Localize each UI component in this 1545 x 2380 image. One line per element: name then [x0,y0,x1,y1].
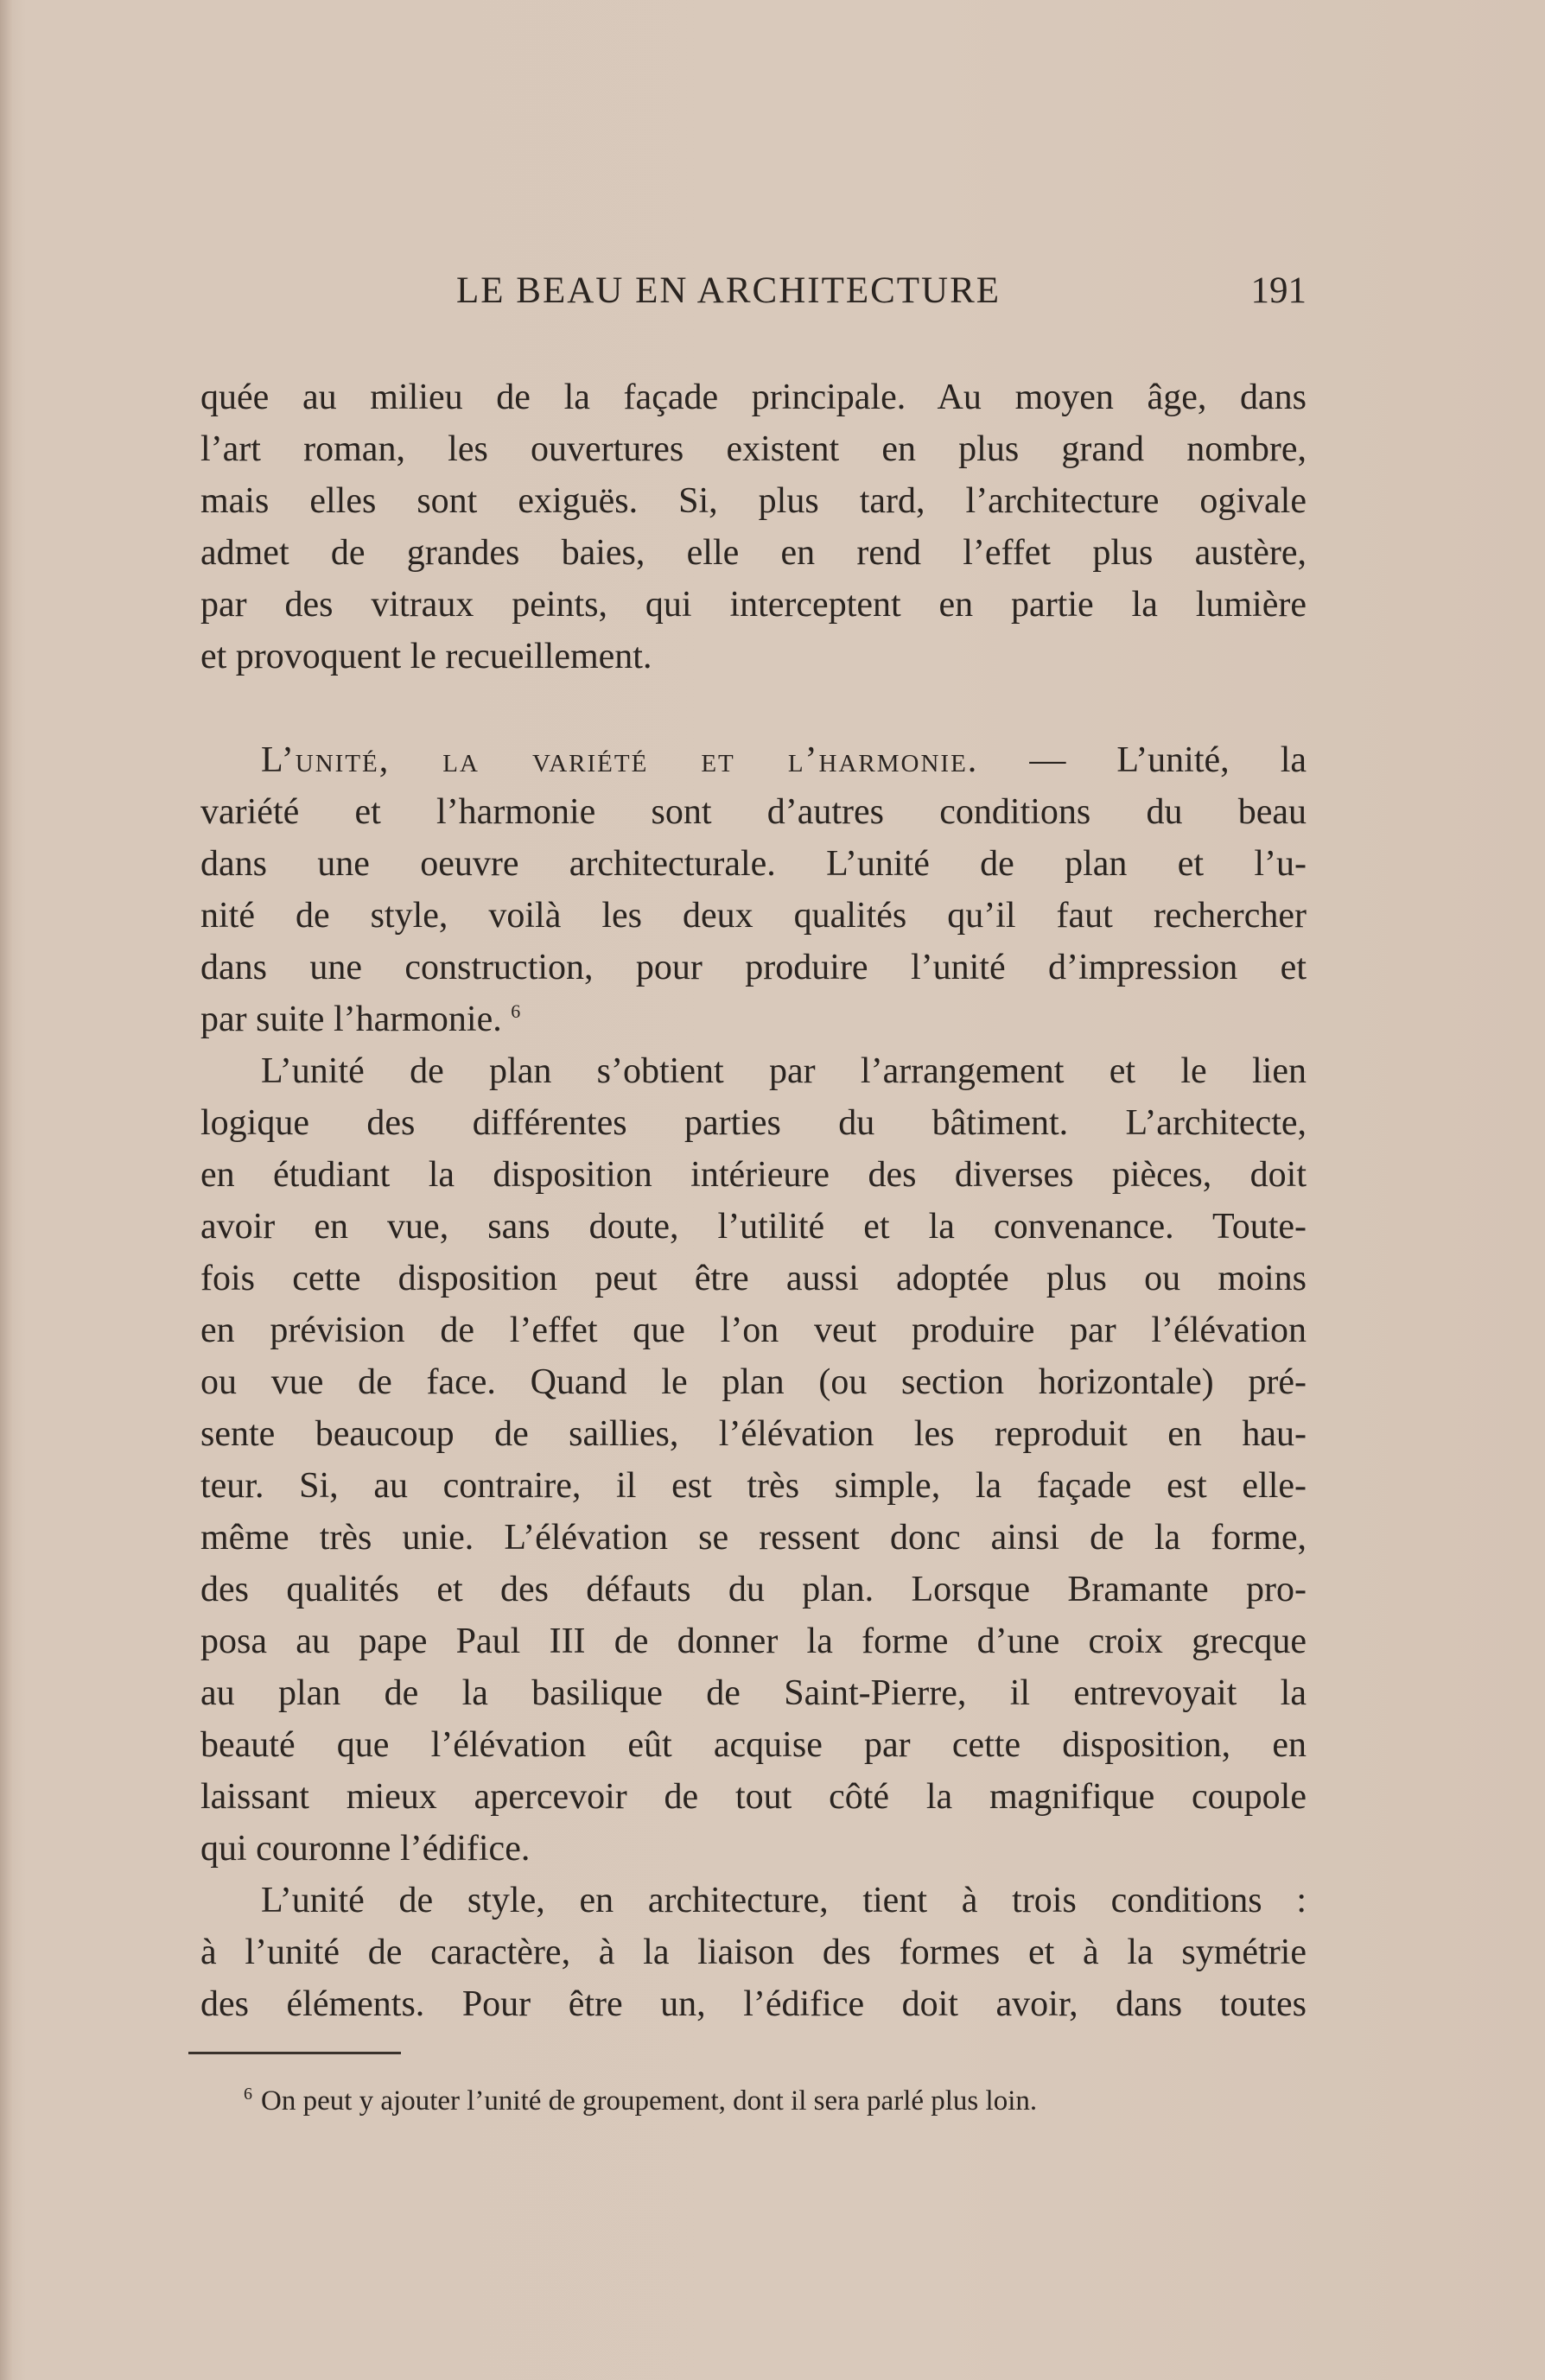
text-line: qui couronne l’édifice. [200,1829,531,1869]
text-line: l’art roman, les ouvertures existent en plus grand nombre, [200,429,1307,469]
footnote-divider [188,2052,401,2054]
text-line: variété et l’harmonie sont d’autres conditions du beau [200,792,1307,832]
text-line: beauté que l’élévation eût acquise par cette disposition, en [200,1725,1307,1765]
text-line: nité de style, voilà les deux qualités qu’il faut rechercher [200,896,1307,936]
text-line: logique des différentes parties du bâtiment. L’architecte, [200,1103,1307,1143]
text-line: dans une construction, pour produire l’unité d’impression et [200,948,1307,987]
footnote [244,2082,1307,2120]
running-head [200,270,1307,321]
section-heading: L’unité, la variété et l’harmonie. [261,740,979,780]
text-line: et provoquent le recueillement. [200,637,652,676]
text-line: fois cette disposition peut être aussi adoptée plus ou moins [200,1259,1307,1298]
text-line: par des vitraux peints, qui interceptent en partie la lumière [200,585,1307,625]
section-heading-line [200,734,1307,786]
running-title: LE BEAU EN ARCHITECTURE [456,270,1001,311]
text-line: L’unité de plan s’obtient par l’arrangement et le lien [261,1051,1307,1091]
text-line: en étudiant la disposition intérieure des diverses pièces, doit [200,1155,1307,1195]
text-span: par suite l’harmonie. [200,1000,502,1039]
binding-edge [0,0,12,2380]
text-line: sente beaucoup de saillies, l’élévation les reproduit en hau- [200,1414,1307,1454]
body-text [200,371,1307,2030]
text-line: admet de grandes baies, elle en rend l’effet plus austère, [200,533,1307,573]
text-line: teur. Si, au contraire, il est très simple, la façade est elle- [200,1466,1307,1506]
text-line: même très unie. L’élévation se ressent donc ainsi de la forme, [200,1518,1307,1558]
text-line: à l’unité de caractère, à la liaison des formes et à la symétrie [200,1933,1307,1972]
text-line: laissant mieux apercevoir de tout côté la magnifique coupole [200,1777,1307,1817]
text-line: ou vue de face. Quand le plan (ou section horizontale) pré- [200,1362,1307,1402]
page-number: 191 [1250,270,1307,311]
text-line: avoir en vue, sans doute, l’utilité et la convenance. Toute- [200,1207,1307,1247]
text-line: quée au milieu de la façade principale. Au moyen âge, dans [200,378,1307,417]
text-line [200,993,1307,1045]
text-line: au plan de la basilique de Saint-Pierre, il entrevoyait la [200,1673,1307,1713]
text-line: dans une oeuvre architecturale. L’unité de plan et l’u- [200,844,1307,884]
paragraph-gap [200,682,1307,734]
text-line: en prévision de l’effet que l’on veut produire par l’élévation [200,1311,1307,1350]
text-line: des qualités et des défauts du plan. Lorsque Bramante pro- [200,1570,1307,1609]
footnote-reference[interactable]: 6 [511,1000,521,1022]
text-line: des éléments. Pour être un, l’édifice doit avoir, dans toutes [200,1984,1307,2024]
text-line: mais elles sont exiguës. Si, plus tard, l’architecture ogivale [200,481,1307,521]
text-span: — L’unité, la [1029,740,1307,780]
footnote-mark: 6 [244,2085,252,2104]
text-line: posa au pape Paul III de donner la forme d’une croix grecque [200,1622,1307,1661]
text-line: L’unité de style, en architecture, tient à trois conditions : [261,1881,1307,1920]
footnote-text: On peut y ajouter l’unité de groupement, dont il sera parlé plus loin. [261,2085,1038,2117]
